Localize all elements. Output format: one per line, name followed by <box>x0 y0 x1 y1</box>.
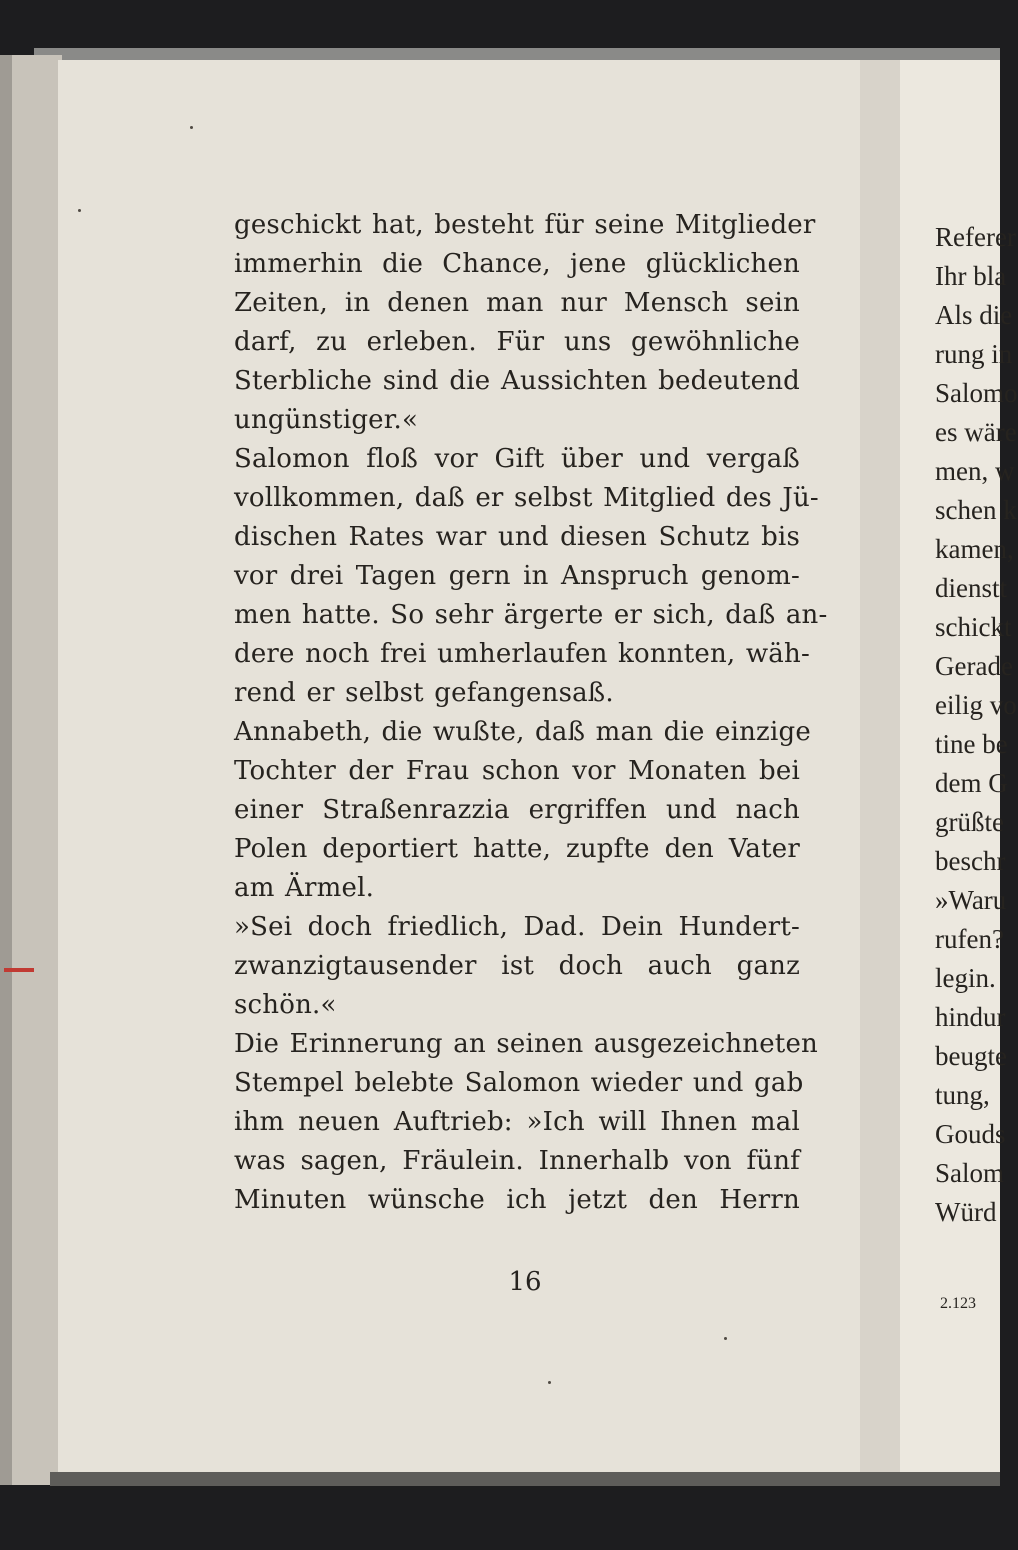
text-line: dischen Rates war und diesen Schutz bis <box>234 522 800 552</box>
right-page-line: beschr <box>935 846 1006 876</box>
text-line: geschickt hat, besteht für seine Mitglieder <box>234 210 816 240</box>
book-gutter <box>860 60 900 1478</box>
text-line: Polen deportiert hatte, zupfte den Vater <box>234 834 800 864</box>
text-line: zwanzigtausender ist doch auch ganz <box>234 951 800 981</box>
text-line: Minuten wünsche ich jetzt den Herrn <box>234 1185 800 1215</box>
book-bottom-shadow <box>50 1472 1000 1486</box>
paper-speck <box>724 1337 727 1340</box>
text-line: Stempel belebte Salomon wieder und gab <box>234 1068 804 1098</box>
cover-shadow <box>0 55 12 1485</box>
text-line: was sagen, Fräulein. Innerhalb von fünf <box>234 1146 800 1176</box>
right-page-line: schickt <box>935 612 1012 642</box>
text-line: Zeiten, in denen man nur Mensch sein <box>234 288 800 318</box>
right-page-line: legin. <box>935 963 996 993</box>
text-line: rend er selbst gefangensaß. <box>234 678 614 708</box>
red-page-marker <box>4 968 34 972</box>
right-page-text-fragment <box>935 218 1018 1232</box>
text-line: Die Erinnerung an seinen ausgezeichneten <box>234 1029 818 1059</box>
text-line: Sterbliche sind die Aussichten bedeutend <box>234 366 800 396</box>
text-line: dere noch frei umherlaufen konnten, wäh- <box>234 639 810 669</box>
right-page-line: dem G <box>935 768 1008 798</box>
text-line: Annabeth, die wußte, daß man die einzige <box>234 717 811 747</box>
right-page-line: beugte <box>935 1041 1007 1071</box>
paper-speck <box>78 209 81 212</box>
text-line: Salomon floß vor Gift über und vergaß <box>234 444 800 474</box>
right-page-line: eilig vo <box>935 690 1017 720</box>
text-line: ihm neuen Auftrieb: »Ich will Ihnen mal <box>234 1107 800 1137</box>
right-page-line: rufen? <box>935 924 1004 954</box>
right-page-line: Als die <box>935 300 1013 330</box>
right-page-line: »Waru <box>935 885 1007 915</box>
right-page-line: Referer <box>935 222 1016 252</box>
right-page-line: schen k <box>935 495 1017 525</box>
printer-signature-mark: 2.123 <box>940 1295 976 1312</box>
text-line: men hatte. So sehr ärgerte er sich, daß an- <box>234 600 828 630</box>
right-page-line: men, w <box>935 456 1015 486</box>
text-line: vollkommen, daß er selbst Mitglied des Jü- <box>234 483 819 513</box>
text-line: immerhin die Chance, jene glücklichen <box>234 249 800 279</box>
right-page-line: grüßte <box>935 807 1004 837</box>
page-number: 16 <box>508 1267 542 1297</box>
text-line: »Sei doch friedlich, Dad. Dein Hundert- <box>234 912 800 942</box>
paper-speck <box>190 126 193 129</box>
paper-speck <box>548 1381 551 1384</box>
right-page-line: Salom <box>935 1158 1005 1188</box>
text-line: am Ärmel. <box>234 873 375 903</box>
right-page-line: Ihr bla <box>935 261 1007 291</box>
text-line: einer Straßenrazzia ergriffen und nach <box>234 795 800 825</box>
text-line: ungünstiger.« <box>234 405 419 435</box>
main-text-block <box>234 206 828 1220</box>
right-page-line: tine be <box>935 729 1008 759</box>
right-page-line: hindur <box>935 1002 1006 1032</box>
text-line: darf, zu erleben. Für uns gewöhnliche <box>234 327 800 357</box>
right-page-line: Würd <box>935 1197 997 1227</box>
right-page-line: es wäre <box>935 417 1017 447</box>
right-page-line: Gerade <box>935 651 1013 681</box>
text-line: vor drei Tagen gern in Anspruch genom- <box>234 561 800 591</box>
right-page-line: Salomo <box>935 378 1018 408</box>
right-page-line: kamen, <box>935 534 1014 564</box>
text-line: schön.« <box>234 990 337 1020</box>
right-page-line: tung, <box>935 1080 990 1110</box>
right-page-line: Gouds <box>935 1119 1006 1149</box>
right-page-line: dienstt <box>935 573 1007 603</box>
right-page-line: rung in <box>935 339 1013 369</box>
text-line: Tochter der Frau schon vor Monaten bei <box>234 756 800 786</box>
